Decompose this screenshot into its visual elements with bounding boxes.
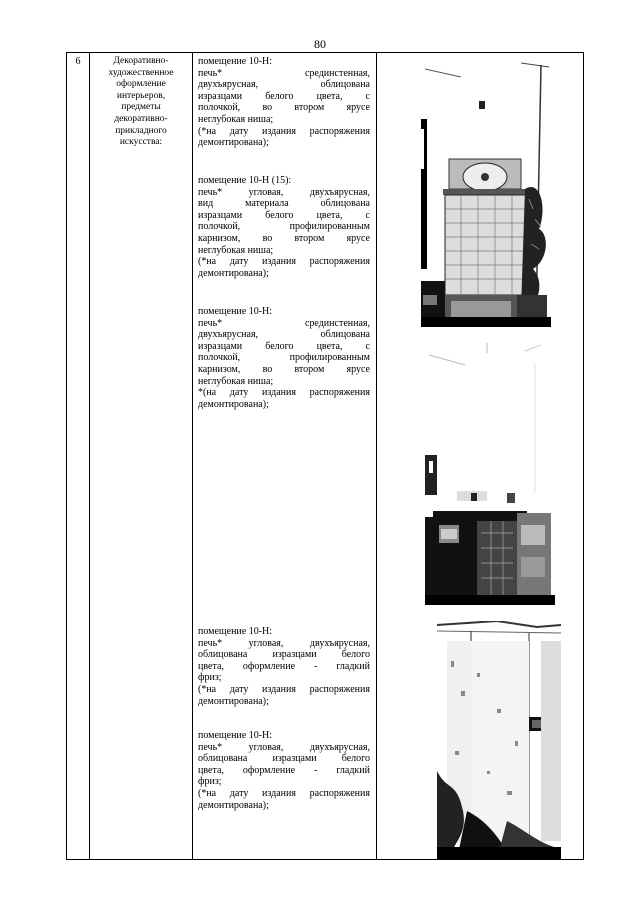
entry-line: облицована изразцами белого bbox=[198, 649, 370, 661]
stove-photo-1-image bbox=[421, 59, 551, 327]
entry-note: (*на дату издания распоряжения bbox=[198, 256, 370, 268]
stove-photo-2-image bbox=[425, 343, 555, 605]
entry-note: *(на дату издания распоряжения bbox=[198, 387, 370, 399]
category-line: искусства: bbox=[119, 137, 163, 148]
entry-room-3 bbox=[198, 306, 370, 410]
entry-line: изразцами белого цвета, с bbox=[198, 90, 370, 102]
entry-line: изразцами белого цвета, с bbox=[198, 340, 370, 352]
entry-title: помещение 10-Н (15): bbox=[198, 175, 292, 186]
entry-line: карнизом, во втором ярусе bbox=[198, 363, 370, 375]
entry-note: (*на дату издания распоряжения bbox=[198, 125, 370, 137]
entry-room-5 bbox=[198, 730, 370, 811]
entry-line: цвета, оформление - гладкий bbox=[198, 660, 370, 672]
photo-cell bbox=[377, 53, 584, 860]
category-line: интерьеров, bbox=[116, 90, 166, 101]
category-line: художественное bbox=[108, 67, 174, 78]
entry-note: демонтирована); bbox=[198, 137, 269, 149]
entry-line: двухъярусная, облицована bbox=[198, 329, 370, 341]
entry-note: демонтирована); bbox=[198, 267, 269, 279]
entry-line: неглубокая ниша; bbox=[198, 113, 274, 125]
entry-note: демонтирована); bbox=[198, 398, 269, 410]
entry-line: печь* угловая, двухъярусная, bbox=[198, 637, 370, 649]
category-line: прикладного bbox=[115, 125, 167, 136]
table-row bbox=[67, 53, 584, 860]
entry-title: помещение 10-Н: bbox=[198, 56, 273, 67]
entry-line: цвета, оформление - гладкий bbox=[198, 764, 370, 776]
entry-line: неглубокая ниша; bbox=[198, 375, 274, 387]
category-line: декоративно- bbox=[114, 113, 168, 124]
entry-note: демонтирована); bbox=[198, 799, 269, 811]
entry-line: печь* угловая, двухъярусная, bbox=[198, 741, 370, 753]
stove-photo-3-image bbox=[437, 621, 561, 859]
photo-stove-2 bbox=[425, 343, 555, 605]
page-number: 80 bbox=[314, 37, 326, 51]
photo-stove-1 bbox=[421, 59, 551, 327]
entry-note: демонтирована); bbox=[198, 695, 269, 707]
entry-line: печь* срединстенная, bbox=[198, 317, 370, 329]
category-line: предметы bbox=[121, 102, 161, 113]
entry-room-2 bbox=[198, 175, 370, 279]
entry-line: полочкой, во втором ярусе bbox=[198, 102, 370, 114]
row-number: 6 bbox=[67, 53, 90, 860]
entry-note: (*на дату издания распоряжения bbox=[198, 787, 370, 799]
entry-line: печь* срединстенная, bbox=[198, 67, 370, 79]
category-line: оформление bbox=[116, 79, 166, 90]
entry-line: карнизом, во втором ярусе bbox=[198, 232, 370, 244]
entry-line: неглубокая ниша; bbox=[198, 244, 274, 256]
category-cell bbox=[90, 53, 193, 860]
entry-title: помещение 10-Н: bbox=[198, 626, 273, 637]
entry-line: вид материала облицована bbox=[198, 198, 370, 210]
entry-line: изразцами белого цвета, с bbox=[198, 209, 370, 221]
entry-title: помещение 10-Н: bbox=[198, 730, 273, 741]
photo-stove-3 bbox=[437, 621, 561, 859]
category-line: Декоративно- bbox=[113, 56, 169, 66]
entry-room-1 bbox=[198, 56, 370, 149]
entry-line: полочкой, профилированным bbox=[198, 352, 370, 364]
entry-note: (*на дату издания распоряжения bbox=[198, 683, 370, 695]
entry-line: облицована изразцами белого bbox=[198, 753, 370, 765]
entry-title: помещение 10-Н: bbox=[198, 306, 273, 317]
entry-room-4 bbox=[198, 626, 370, 707]
entry-line: полочкой, профилированным bbox=[198, 221, 370, 233]
register-table bbox=[66, 52, 584, 860]
entry-line: двухъярусная, облицована bbox=[198, 79, 370, 91]
entry-line: печь* угловая, двухъярусная, bbox=[198, 186, 370, 198]
entry-line: фриз; bbox=[198, 776, 222, 788]
entry-line: фриз; bbox=[198, 672, 222, 684]
description-cell bbox=[193, 53, 377, 860]
